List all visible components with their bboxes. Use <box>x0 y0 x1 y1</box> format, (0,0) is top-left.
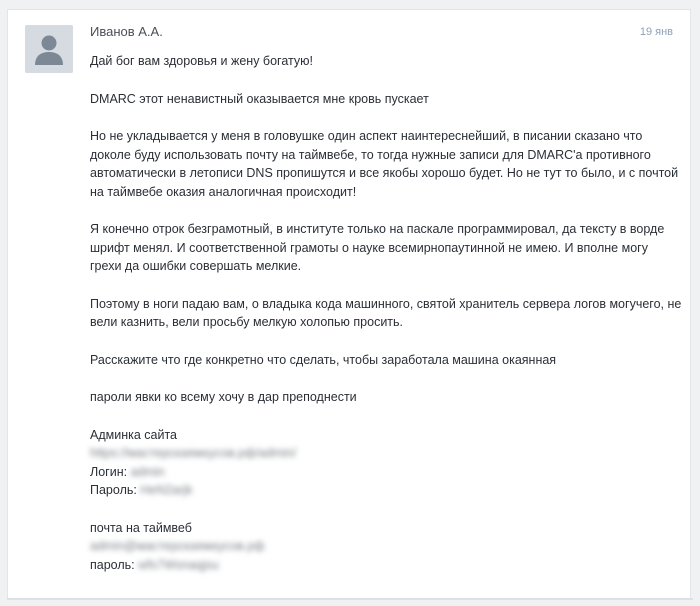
redacted-mail-password: wfs7Wsnaqjsu <box>138 557 219 572</box>
comment-paragraph: пароли явки ко всему хочу в дар преподнести <box>90 390 357 404</box>
comment-paragraph: DMARC этот ненавистный оказывается мне кровь пускает <box>90 91 429 106</box>
divider <box>7 598 693 600</box>
redacted-email: admin@мастерскаяжкусов.рф <box>90 539 265 553</box>
comment-paragraph: Расскажите что где конкретно что сделать, чтобы заработала машина окаянная <box>90 352 557 367</box>
admin-block-title: Админка сайта <box>90 427 177 442</box>
login-label: Логин: <box>90 464 128 479</box>
comment-date[interactable]: 19 янв <box>639 26 673 38</box>
user-silhouette-icon <box>25 25 73 73</box>
mail-credentials-block <box>90 519 682 575</box>
redacted-login: admin <box>130 464 165 479</box>
avatar[interactable] <box>25 25 73 73</box>
login-row <box>90 463 682 482</box>
comment-paragraph: Но не укладывается у меня в головушке один аспект наинтереснейший, в писании сказано что доколе буду использовать почту на таймвебе, то тогда нужные записи для DMARC'а противного автоматически в летописи DNS пропишутся и все якобы хорошо будет. Но не тут то было, и с почтой на таймвебе оказия аналогичная происходит! <box>90 129 679 199</box>
redacted-password: HeN2arjk <box>140 483 193 497</box>
comment-paragraph: Дай бог вам здоровья и жену богатую! <box>90 54 313 68</box>
password-row <box>90 481 682 500</box>
mail-password-label: пароль: <box>90 557 135 572</box>
mail-password-row <box>90 556 682 575</box>
comment-paragraph: Я конечно отрок безграмотный, в институте только на паскале программировал, да тексту в ворде шрифт менял. И соответственной грамоты о науке всемирнопаутинной не имею. И вполне могу грехи да ошибки совершать мелкие. <box>90 222 665 273</box>
comment-paragraph: Поэтому в ноги падаю вам, о владыка кода машинного, святой хранитель сервера логов могучего, не вели казнить, вели просьбу мелкую холопью просить. <box>90 296 682 329</box>
comment-body <box>90 52 682 593</box>
redacted-admin-url: https://мастерскаяжкусов.рф/admin/ <box>90 446 297 460</box>
admin-url-row <box>90 444 682 463</box>
admin-credentials-block <box>90 426 682 500</box>
email-row <box>90 537 682 556</box>
comment-card <box>7 9 691 599</box>
mail-block-title: почта на таймвеб <box>90 520 192 535</box>
password-label: Пароль: <box>90 483 137 497</box>
comment-author[interactable]: Иванов А.А. <box>90 24 163 39</box>
